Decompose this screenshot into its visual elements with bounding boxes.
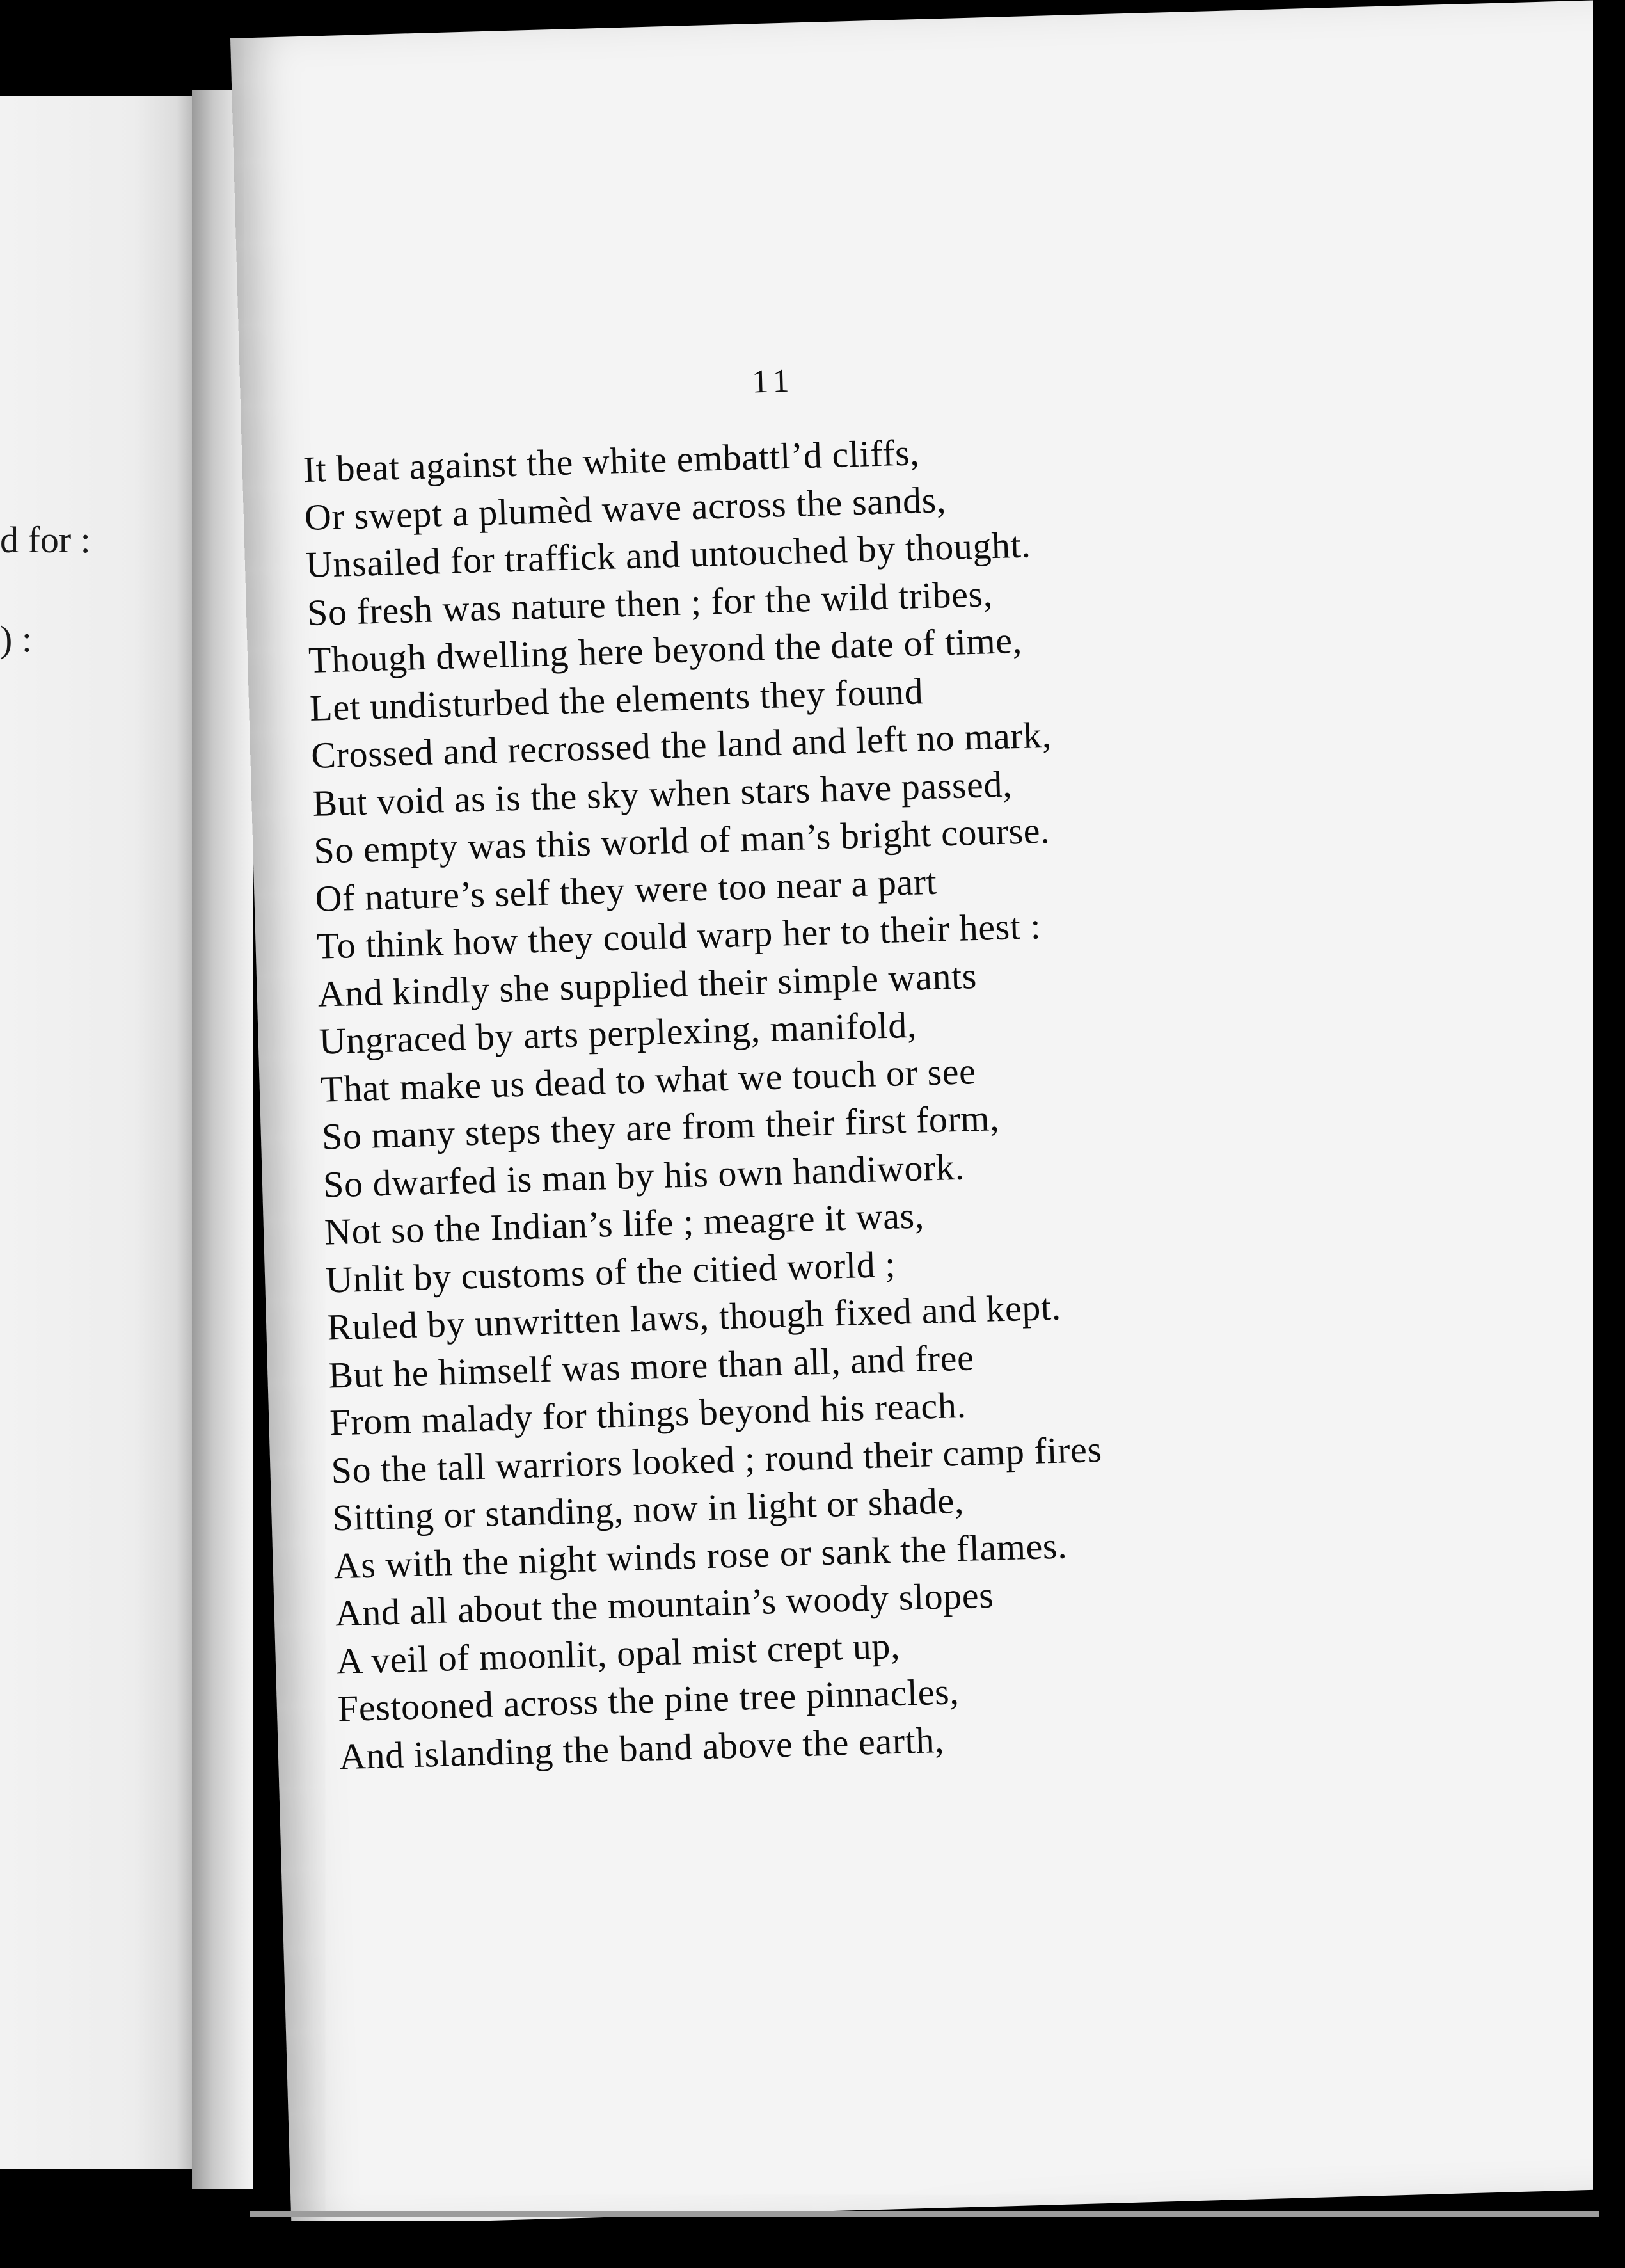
poem-line: Ungraced by arts perplexing, manifold, — [318, 1003, 917, 1062]
poem-line: But void as is the sky when stars have passed, — [312, 762, 1013, 824]
left-facing-page — [0, 96, 192, 2169]
poem-text — [303, 424, 1111, 1780]
poem-line: Of nature’s self they were too near a part — [314, 860, 938, 920]
poem-line: Or swept a plumèd wave across the sands, — [304, 478, 947, 538]
poem-line: But he himself was more than all, and free — [328, 1336, 975, 1396]
poem-line: So empty was this world of man’s bright course. — [313, 809, 1050, 872]
poem-line: A veil of moonlit, opal mist crept up, — [335, 1624, 901, 1682]
poem-line: So fresh was nature then ; for the wild tribes, — [306, 572, 994, 634]
poem-line: It beat against the white embattl’d cliffs, — [302, 431, 921, 491]
poem-line: Let undisturbed the elements they found — [309, 669, 924, 729]
poem-line: Ruled by unwritten laws, though fixed and kept. — [326, 1286, 1062, 1348]
left-page-fragment: ) : — [0, 618, 32, 660]
poem-line: And kindly she supplied their simple wants — [317, 954, 978, 1015]
poem-line: That make us dead to what we touch or see — [319, 1050, 977, 1110]
poem-line: Unsailed for traffick and untouched by thought. — [305, 523, 1032, 586]
poem-line: Sitting or standing, now in light or shade, — [331, 1479, 965, 1539]
poem-line: Crossed and recrossed the land and left no mark, — [310, 714, 1052, 776]
poem-line: From malady for things beyond his reach. — [329, 1384, 967, 1444]
poem-line: And islanding the band above the earth, — [338, 1718, 945, 1777]
right-page — [230, 0, 1625, 2226]
poem-line: To think how they could warp her to their hest : — [315, 905, 1042, 967]
poem-line: So the tall warriors looked ; round their camp fires — [330, 1428, 1103, 1491]
left-page-fragment: d for : — [0, 519, 91, 561]
poem-line: As with the night winds rose or sank the flames. — [333, 1524, 1068, 1586]
scan-bottom-edge — [0, 2221, 1625, 2268]
poem-line: Festooned across the pine tree pinnacles, — [337, 1670, 960, 1730]
poem-line: And all about the mountain’s woody slopes — [334, 1574, 995, 1634]
poem-line: Though dwelling here beyond the date of time, — [308, 619, 1023, 681]
poem-line: Unlit by customs of the citied world ; — [325, 1243, 896, 1301]
page-number: 11 — [751, 362, 795, 401]
scan-right-edge — [1593, 0, 1625, 2268]
poem-line: So dwarfed is man by his own handiwork. — [322, 1146, 965, 1206]
poem-line: Not so the Indian’s life ; meagre it was, — [324, 1194, 925, 1253]
poem-line: So many steps they are from their first form, — [321, 1097, 1000, 1158]
page-bottom-edge — [250, 2211, 1599, 2217]
